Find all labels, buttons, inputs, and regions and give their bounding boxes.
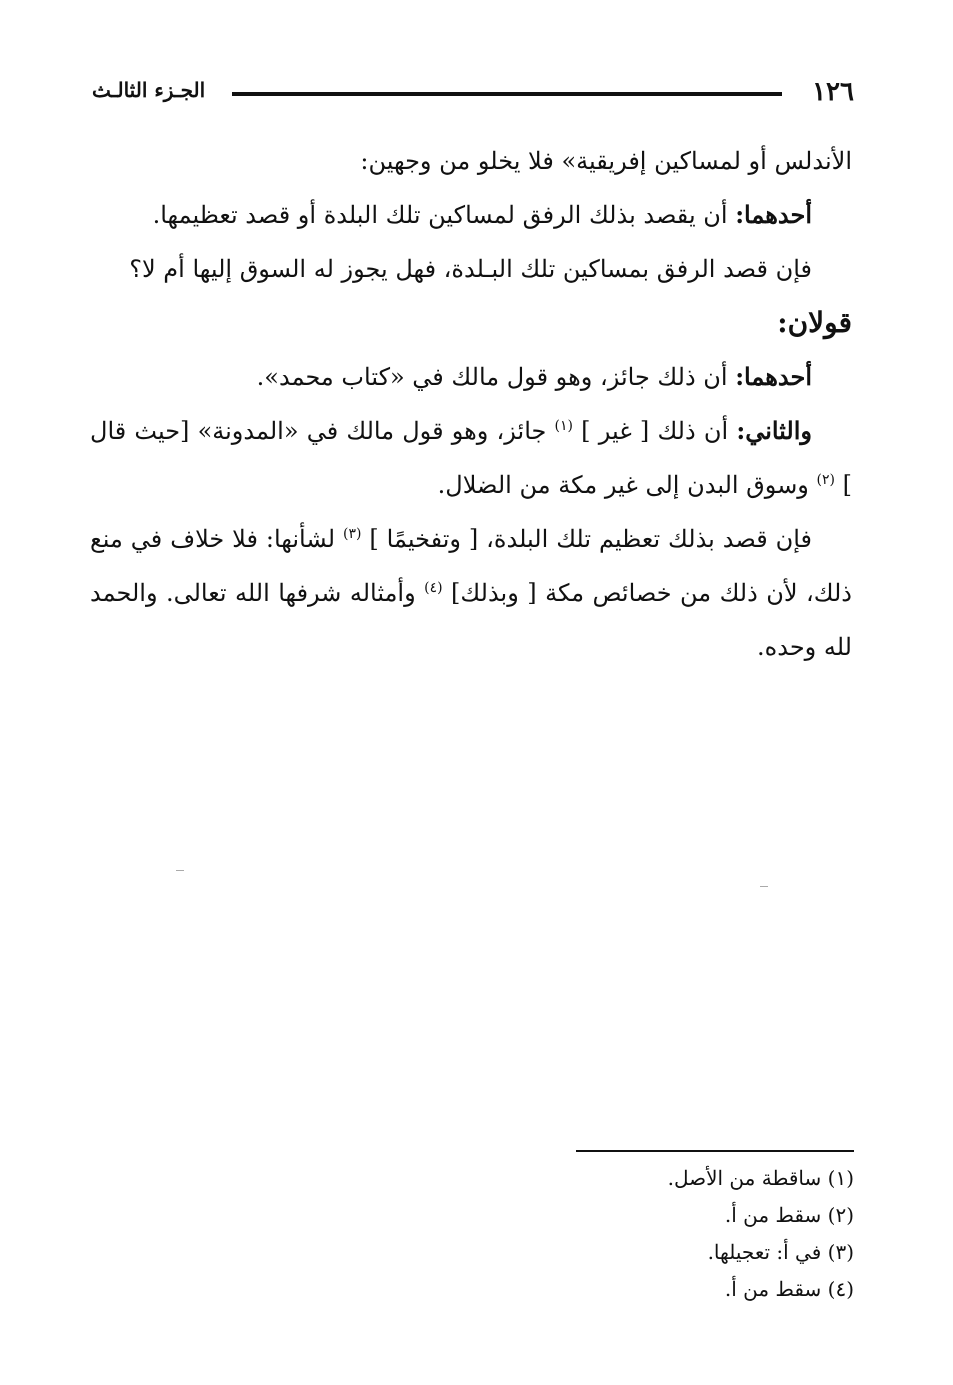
footnote-ref-1[interactable]: (١) bbox=[554, 418, 573, 434]
paragraph-6-text-b: لشأنها: فلا خلاف في منع ذلك، لأن ذلك من خصائص مكة [ وبذلك] bbox=[90, 525, 852, 607]
paragraph-2-text: أن يقصد بذلك الرفق لمساكين تلك البلدة أو قصد تعظيمها. bbox=[152, 201, 736, 229]
header-rule bbox=[232, 92, 782, 96]
page-header bbox=[92, 72, 854, 112]
footnotes bbox=[576, 1150, 854, 1308]
paragraph-6-text-c: وأمثاله شرفها الله تعالى. والحمد لله وحده. bbox=[90, 579, 852, 661]
paragraph-2-label: أحدهما: bbox=[735, 200, 812, 229]
running-title: الجـزء الثالـث bbox=[92, 78, 206, 102]
footnote-3: (٣) في أ: تعجيلها. bbox=[707, 1240, 854, 1264]
paragraph-5-text-c: وسوق البدن إلى غير مكة من الضلال. bbox=[437, 471, 817, 499]
paragraph-5-text-a: أن ذلك [ غير ] bbox=[573, 417, 737, 445]
paragraph-5-text-b: جائز، وهو قول مالك في «المدونة» [حيث قال ] bbox=[90, 417, 852, 499]
paragraph-6 bbox=[90, 512, 852, 674]
paragraph-4-label: أحدهما: bbox=[735, 362, 812, 391]
footnote-4: (٤) سقط من أ. bbox=[724, 1277, 854, 1301]
paragraph-1-text: الأندلس أو لمساكين إفريقية» فلا يخلو من وجهين: bbox=[360, 147, 852, 175]
section-heading: قولان: bbox=[777, 306, 852, 339]
footnote-1: (١) ساقطة من الأصل. bbox=[667, 1166, 854, 1190]
paragraph-3 bbox=[90, 242, 852, 296]
paragraph-4-text: أن ذلك جائز، وهو قول مالك في «كتاب محمد». bbox=[256, 363, 736, 391]
footnote-ref-2[interactable]: (٢) bbox=[816, 472, 835, 488]
footnote-ref-4[interactable]: (٤) bbox=[424, 580, 443, 596]
page-number: ١٢٦ bbox=[812, 77, 854, 107]
paragraph-6-text-a: فإن قصد بذلك تعظيم تلك البلدة، [ وتفخيمًا ] bbox=[361, 525, 812, 553]
footnote-ref-3[interactable]: (٣) bbox=[342, 526, 362, 542]
paragraph-1 bbox=[90, 134, 852, 188]
paragraph-3-text: فإن قصد الرفق بمساكين تلك البـلدة، فهل يجوز له السوق إليها أم لا؟ bbox=[129, 255, 812, 283]
paragraph-4 bbox=[90, 350, 852, 404]
footnote-2: (٢) سقط من أ. bbox=[724, 1203, 854, 1227]
footnote-rule bbox=[576, 1150, 854, 1152]
body-text bbox=[90, 134, 852, 674]
scan-mark bbox=[176, 870, 184, 871]
paragraph-5 bbox=[90, 404, 852, 512]
paragraph-2 bbox=[90, 188, 852, 242]
paragraph-5-label: والثاني: bbox=[736, 416, 812, 445]
scan-mark bbox=[760, 886, 768, 887]
